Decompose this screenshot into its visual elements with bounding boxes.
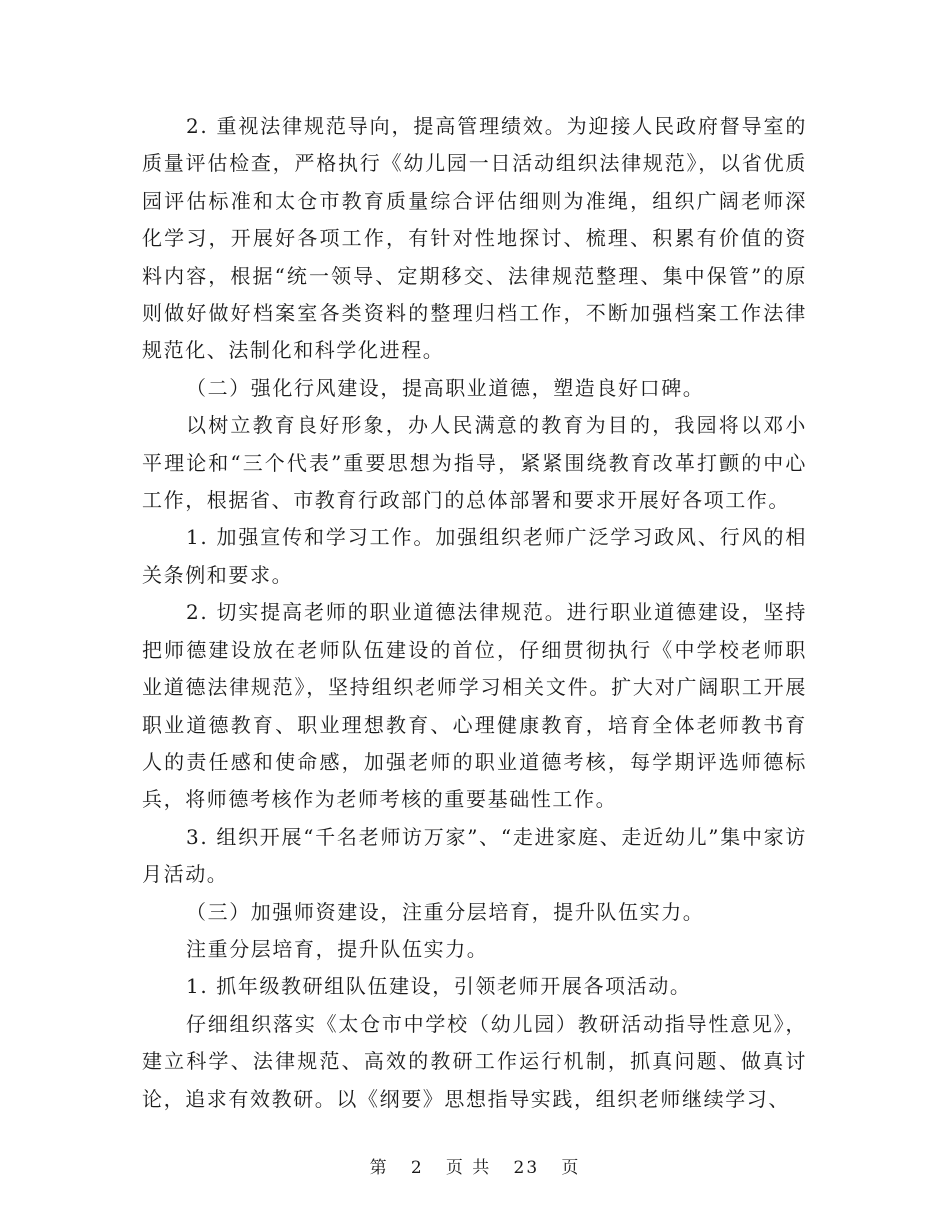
page-footer	[0, 1153, 950, 1178]
footer-prefix: 第	[369, 1158, 389, 1178]
paragraph-item-1: 1. 加强宣传和学习工作。加强组织老师广泛学习政风、行风的相关条例和要求。	[142, 525, 807, 587]
heading-section-two: （二）强化行风建设，提高职业道德，塑造良好口碑。	[186, 375, 705, 400]
paragraph-item-3: 3. 组织开展“千名老师访万家”、“走进家庭、走近幼儿”集中家访月活动。	[142, 824, 807, 887]
paragraph-item-2: 2. 切实提高老师的职业道德法律规范。进行职业道德建设，坚持把师德建设放在老师队伍建设的首位，仔细贯彻执行《中学校老师职业道德法律规范》，坚持组织老师学习相关文件。扩大对广阔职工开展职业道德教育、职业理想教育、心理健康教育，培育全体老师教书育人的责任感和使命感，加强老师的职业道德考核，每学期评选师德标兵，将师德考核作为老师考核的重要基础性工作。	[142, 600, 807, 812]
paragraph-implementation: 仔细组织落实《太仓市中学校（幼儿园）教研活动指导性意见》，建立科学、法律规范、高效的教研工作运行机制，抓真问题、做真讨论，追求有效教研。以《纲要》思想指导实践，组织老师继续学习、	[142, 1011, 807, 1111]
footer-middle: 页 共	[445, 1158, 492, 1178]
footer-page-current: 2	[410, 1158, 424, 1178]
heading-section-three: （三）加强师资建设，注重分层培育，提升队伍实力。	[186, 899, 705, 924]
paragraph-section-2: 2. 重视法律规范导向，提高管理绩效。为迎接人民政府督导室的质量评估检查，严格执行《幼儿园一日活动组织法律规范》，以省优质园评估标准和太仓市教育质量综合评估细则为准绳，组织广阔老师深化学习，开展好各项工作，有针对性地探讨、梳理、积累有价值的资料内容，根据“统一领导、定期移交、法律规范整理、集中保管”的原则做好做好档案室各类资料的整理归档工作，不断加强档案工作法律规范化、法制化和科学化进程。	[142, 114, 807, 363]
footer-suffix: 页	[561, 1158, 581, 1178]
footer-page-total: 23	[513, 1158, 540, 1178]
paragraph-summary: 注重分层培育，提升队伍实力。	[186, 936, 489, 961]
paragraph-item-1-teaching: 1. 抓年级教研组队伍建设，引领老师开展各项活动。	[186, 974, 692, 999]
document-body	[142, 108, 807, 1118]
paragraph-intro: 以树立教育良好形象，办人民满意的教育为目的，我园将以邓小平理论和“三个代表”重要思想为指导，紧紧围绕教育改革打颤的中心工作，根据省、市教育行政部门的总体部署和要求开展好各项工作。	[142, 413, 807, 513]
